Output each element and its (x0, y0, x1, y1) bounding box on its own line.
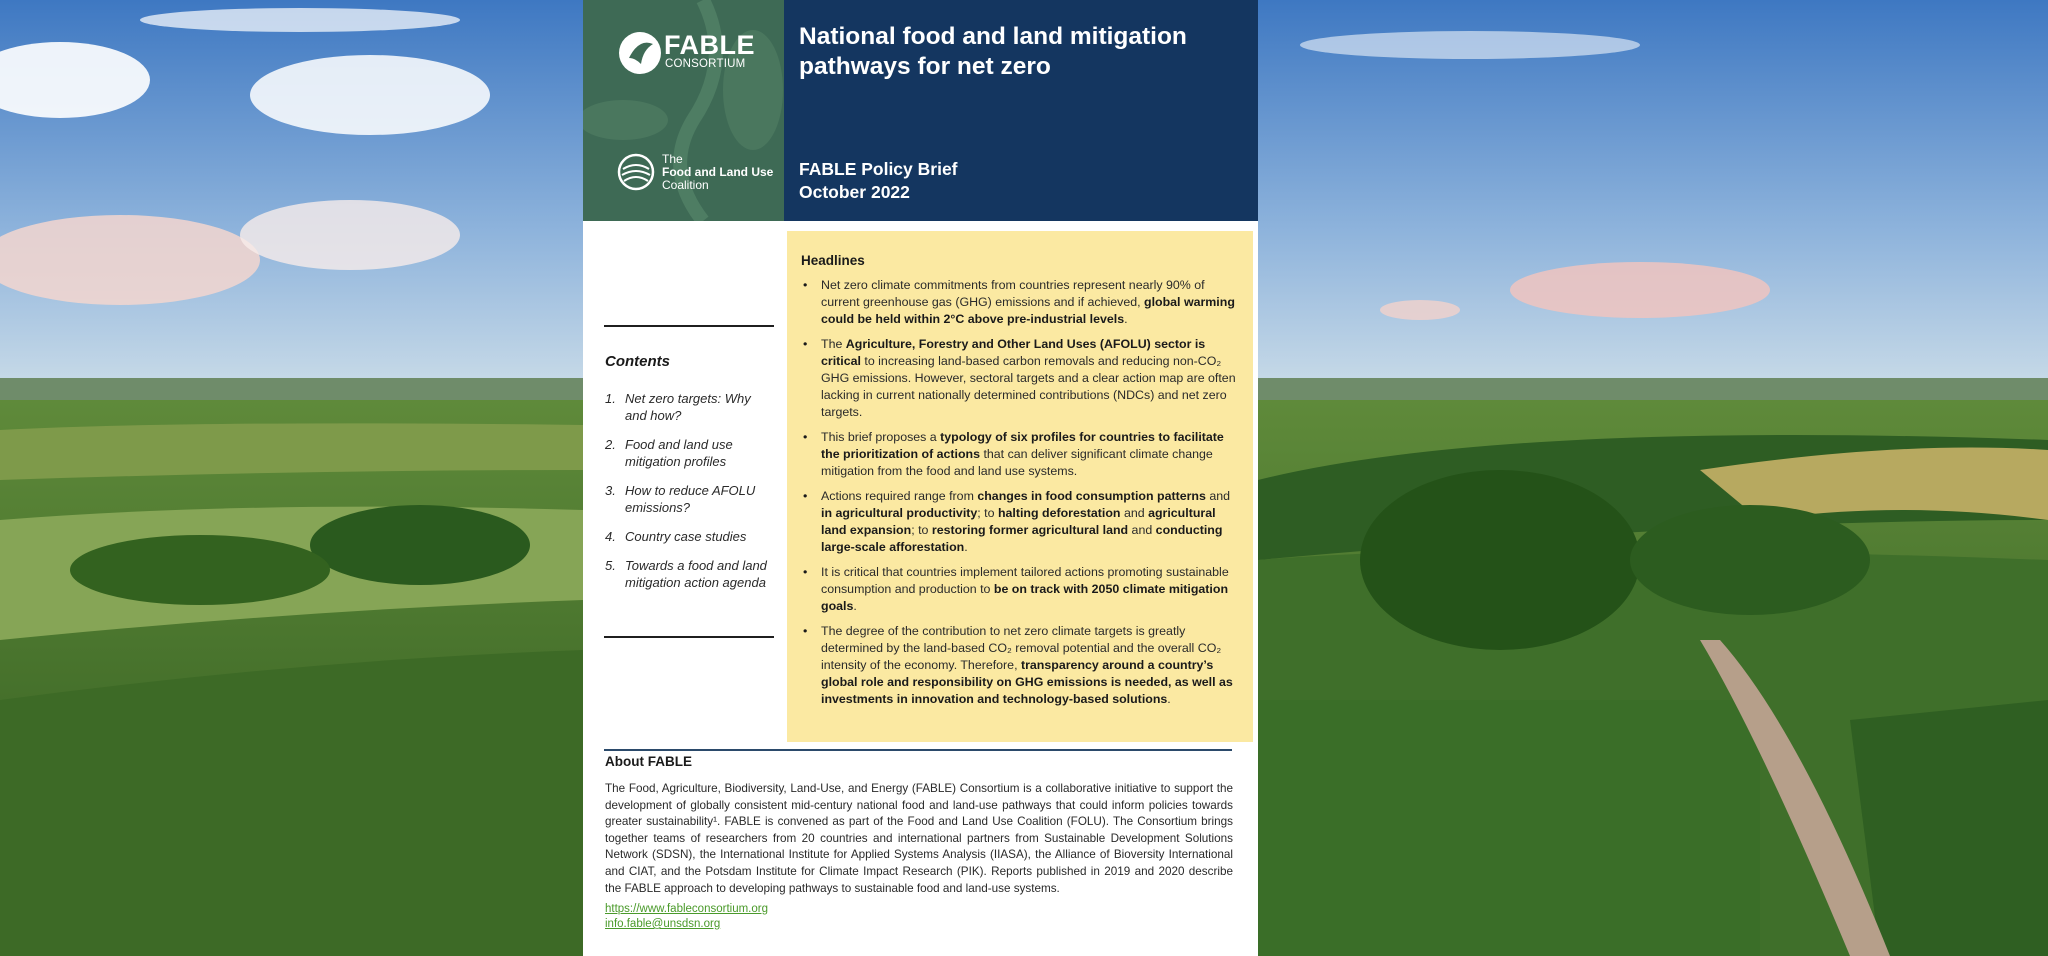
headline-text: . (1167, 692, 1171, 706)
contents-item-label: Net zero targets: Why and how? (625, 391, 751, 423)
headline-text: The degree of the contribution to net zero climate targets is greatly determined by the land-based CO₂ removal potential and the overall CO₂ intensity of the economy. Therefore, (821, 624, 1222, 672)
headlines-list (801, 277, 1241, 716)
headline-text: that can deliver significant climate change mitigation from the food and land use systems. (821, 447, 1213, 478)
headline-emphasis: agricultural land expansion (821, 506, 1216, 537)
headline-text: . (853, 599, 857, 613)
headline-text: This brief proposes a (821, 430, 941, 444)
headline-item (801, 564, 1241, 615)
contents-item-number: 2. (605, 437, 616, 452)
page-title: National food and land mitigation pathways for net zero (799, 23, 1187, 80)
folu-text-line3: Coalition (662, 178, 709, 192)
contents-item-number: 3. (605, 483, 616, 498)
headline-emphasis: be on track with 2050 climate mitigation goals (821, 582, 1229, 613)
contents-item[interactable] (605, 557, 775, 591)
headline-text: ; to (977, 506, 998, 520)
contents-item-label: How to reduce AFOLU emissions? (625, 483, 756, 515)
headline-emphasis: changes in food consumption patterns (977, 489, 1206, 503)
headline-emphasis: restoring former agricultural land (931, 523, 1129, 537)
headline-emphasis: global warming could be held within 2°C above pre-industrial levels (821, 295, 1235, 326)
headline-emphasis: Agriculture, Forestry and Other Land Uses (AFOLU) sector is critical (821, 337, 1206, 368)
brief-date: October 2022 (799, 182, 910, 202)
headline-text: and (1120, 506, 1149, 520)
brief-subtitle (799, 158, 958, 204)
headline-item (801, 336, 1241, 421)
about-rule (604, 749, 1232, 751)
headline-item (801, 429, 1241, 480)
headline-emphasis: conducting large-scale afforestation (821, 523, 1223, 554)
contents-list (605, 390, 775, 603)
headline-text: and (1128, 523, 1156, 537)
about-text: The Food, Agriculture, Biodiversity, Land-Use, and Energy (FABLE) Consortium is a collaborative initiative to support the development of globally consistent mid-century national food and land-use pathways that could inform policies towards greater sustainability¹. FABLE is convened as part of the Food and Land Use Coalition (FOLU). The Consortium brings together teams of researchers from 20 countries and international partners from Sustainable Development Solutions Network (SDSN), the International Institute for Applied Systems Analysis (IIASA), the Alliance of Bioversity International and CIAT, and the Potsdam Institute for Climate Impact Research (PIK). Reports published in 2019 and 2020 describe the FABLE approach to developing pathways to sustainable food and land-use systems. (605, 782, 1233, 895)
headline-emphasis: transparency around a country’s global role and responsibility on GHG emissions is needed, as well as investments in innovation and technology-based solutions (821, 658, 1233, 706)
website-link[interactable]: https://www.fableconsortium.org (605, 903, 768, 915)
header-logo-panel (583, 0, 784, 221)
headline-item (801, 623, 1241, 708)
contents-item[interactable] (605, 436, 775, 470)
policy-brief-page (583, 0, 1258, 956)
headline-text: Actions required range from (821, 489, 978, 503)
headline-text: Net zero climate commitments from countries represent nearly 90% of current greenhouse gas (GHG) emissions and if achieved, (821, 278, 1205, 309)
headline-item (801, 277, 1241, 328)
folu-text-line2: Food and Land Use (662, 165, 774, 179)
headline-emphasis: halting deforestation (997, 506, 1121, 520)
headline-text: to increasing land-based carbon removals and reducing non-CO₂ GHG emissions. However, sectoral targets and a clear action map are often lacking in current nationally determined contributions (NDCs) and net zero targets. (821, 354, 1236, 419)
folu-logo-text (662, 153, 773, 192)
headline-emphasis: typology of six profiles for countries to facilitate the prioritization of actions (821, 430, 1224, 461)
contents-item-label: Towards a food and land mitigation action agenda (625, 558, 767, 590)
contents-item-number: 1. (605, 391, 616, 406)
contents-item-label: Food and land use mitigation profiles (625, 437, 733, 469)
contents-heading: Contents (605, 353, 670, 370)
headline-item (801, 488, 1241, 556)
headline-text: and (1205, 489, 1231, 503)
headline-text: ; to (911, 523, 932, 537)
contents-item[interactable] (605, 390, 775, 424)
contents-item[interactable] (605, 482, 775, 516)
contents-bottom-rule (604, 636, 774, 638)
contents-item-label: Country case studies (625, 529, 747, 544)
headline-text: The (821, 337, 846, 351)
headline-emphasis: in agricultural productivity (821, 506, 978, 520)
brief-type: FABLE Policy Brief (799, 159, 958, 179)
about-heading: About FABLE (605, 754, 692, 769)
headline-text: . (964, 540, 968, 554)
headlines-heading: Headlines (801, 253, 865, 268)
contents-item-number: 5. (605, 558, 616, 573)
contents-top-rule (604, 325, 774, 327)
headlines-box (787, 231, 1253, 742)
email-link[interactable]: info.fable@unsdsn.org (605, 918, 721, 930)
contents-item-number: 4. (605, 529, 616, 544)
fable-logo-subtext: CONSORTIUM (665, 58, 746, 70)
fable-logo-text: FABLE (664, 30, 756, 60)
folu-logo-icon (617, 153, 655, 196)
headline-text: . (1124, 312, 1128, 326)
folu-text-line1: The (662, 152, 683, 166)
contents-item[interactable] (605, 528, 775, 545)
headline-text: It is critical that countries implement tailored actions promoting sustainable consumption and production to (821, 565, 1229, 596)
